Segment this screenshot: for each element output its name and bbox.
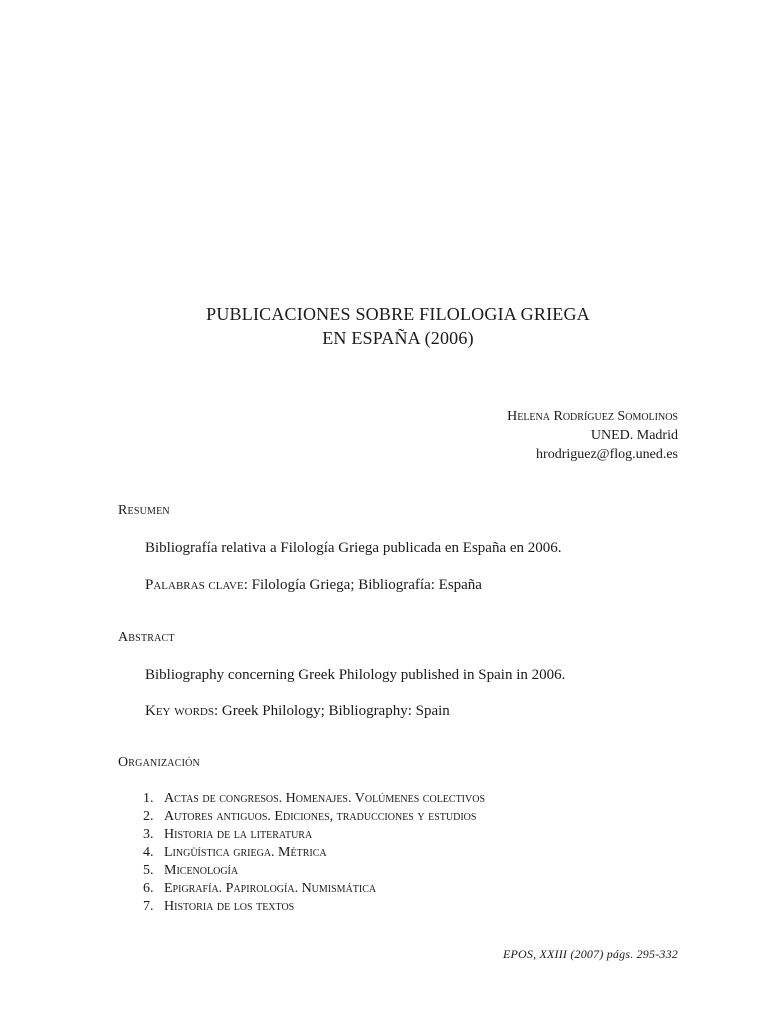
author-affiliation: UNED. Madrid xyxy=(590,428,678,443)
author-name: Helena Rodríguez Somolinos xyxy=(507,409,678,424)
abstract-heading: Abstract xyxy=(118,630,175,645)
list-item xyxy=(143,790,485,808)
title-line-2: EN ESPAÑA (2006) xyxy=(322,328,474,348)
title-line-1: PUBLICACIONES SOBRE FILOLOGIA GRIEGA xyxy=(206,304,590,324)
list-item-number: 5. xyxy=(143,863,154,878)
resumen-heading: Resumen xyxy=(118,503,170,518)
resumen-keywords-text: : Filología Griega; Bibliografía: España xyxy=(243,577,482,593)
list-item-text: Epigrafía. Papirología. Numismática xyxy=(164,881,377,896)
abstract-keywords-text: : Greek Philology; Bibliography: Spain xyxy=(213,703,450,719)
list-item-text: Historia de la literatura xyxy=(164,827,313,842)
list-item-text: Autores antiguos. Ediciones, traducciones y estudios xyxy=(164,809,477,824)
list-item-number: 7. xyxy=(143,899,154,914)
abstract-keywords xyxy=(145,701,450,721)
abstract-keywords-label: Key words xyxy=(145,703,214,719)
resumen-keywords-label: Palabras clave xyxy=(145,577,244,593)
list-item-number: 1. xyxy=(143,791,154,806)
resumen-text: Bibliografía relativa a Filología Griega publicada en España en 2006. xyxy=(145,540,562,556)
journal-citation: EPOS, XXIII (2007) págs. 295-332 xyxy=(502,947,678,961)
list-item-text: Micenología xyxy=(164,863,239,878)
list-item-number: 4. xyxy=(143,845,154,860)
list-item-number: 3. xyxy=(143,827,154,842)
list-item xyxy=(143,898,485,916)
abstract-text: Bibliography concerning Greek Philology published in Spain in 2006. xyxy=(145,667,566,683)
resumen-keywords xyxy=(145,575,482,595)
list-item-number: 2. xyxy=(143,809,154,824)
list-item-number: 6. xyxy=(143,881,154,896)
list-item-text: Historia de los textos xyxy=(164,899,295,914)
organizacion-list xyxy=(143,790,485,916)
list-item xyxy=(143,862,485,880)
list-item-text: Actas de congresos. Homenajes. Volúmenes colectivos xyxy=(164,791,486,806)
list-item xyxy=(143,880,485,898)
article-title xyxy=(0,302,768,350)
list-item xyxy=(143,826,485,844)
author-block xyxy=(507,407,678,464)
list-item xyxy=(143,808,485,826)
organizacion-heading: Organización xyxy=(118,755,200,770)
author-email: hrodriguez@flog.uned.es xyxy=(536,447,678,462)
list-item-text: Lingüística griega. Métrica xyxy=(164,845,327,860)
list-item xyxy=(143,844,485,862)
